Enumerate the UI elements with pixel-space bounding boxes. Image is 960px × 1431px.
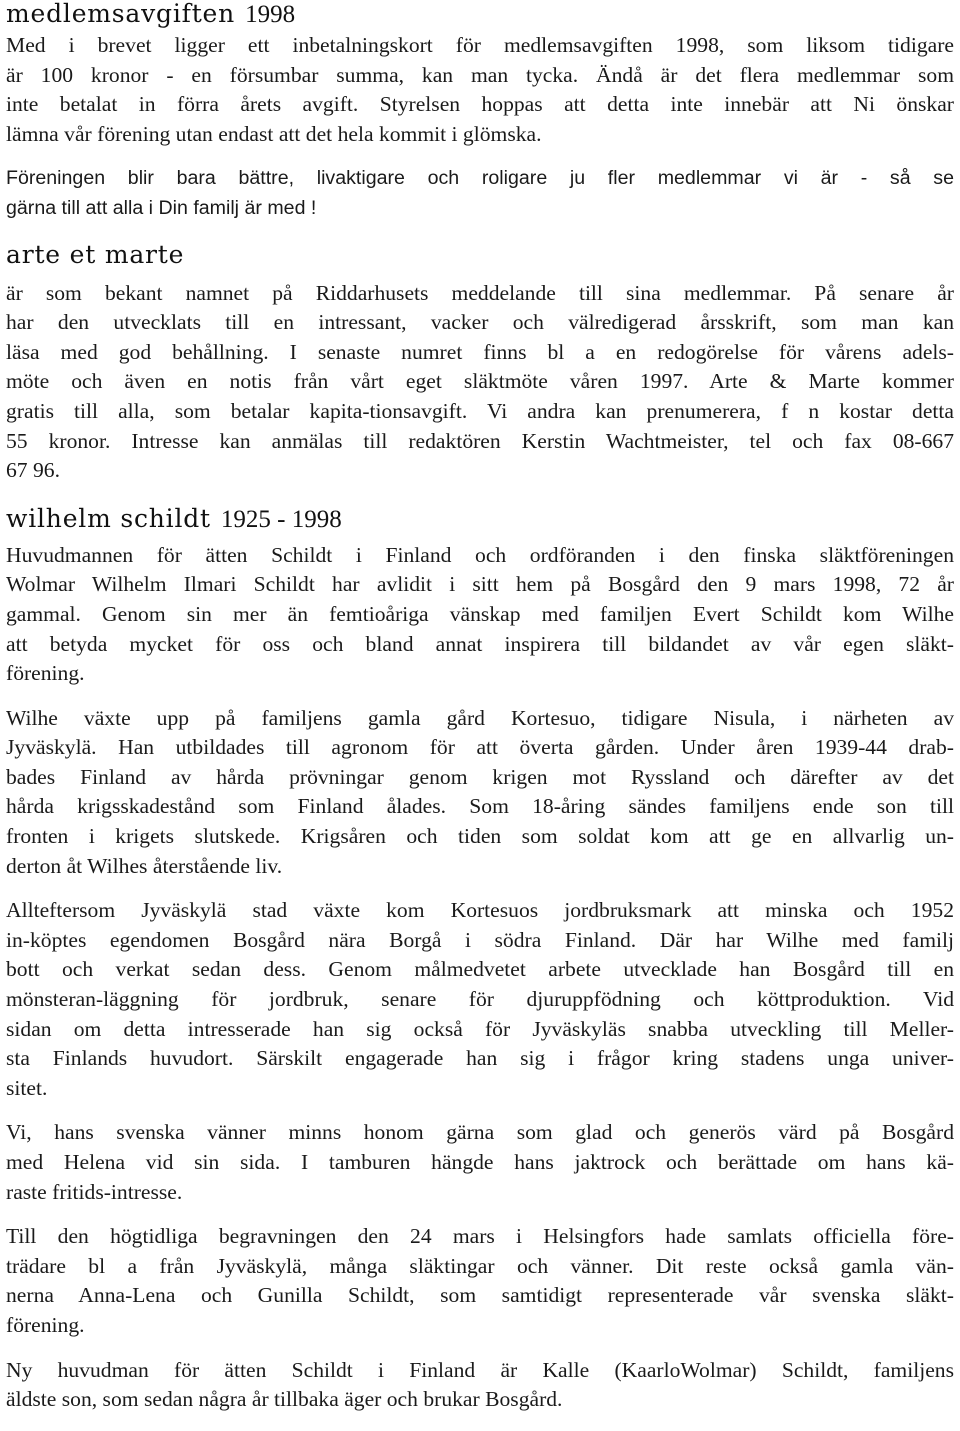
text-line: läsa med god behållning. I senaste numret finns bl a en redogörelse för vårens adels- [6, 339, 954, 364]
heading-year: 1925 - 1998 [220, 505, 342, 533]
text-line: 67 96. [6, 458, 60, 483]
paragraph [6, 704, 954, 882]
text-line: Ny huvudman för ätten Schildt i Finland är Kalle (KaarloWolmar) Schildt, familjens [6, 1357, 954, 1382]
text-line: förening. [6, 661, 85, 686]
paragraph [6, 164, 954, 223]
section-heading-medlemsavgiften [6, 0, 954, 29]
paragraph [6, 1118, 954, 1207]
paragraph [6, 1222, 954, 1340]
text-line: gammal. Genom sin mer än femtioåriga vänskap med familjen Evert Schildt kom Wilhe [6, 601, 954, 626]
section-heading-arte-et-marte [6, 241, 954, 269]
text-line: 55 kronor. Intresse kan anmälas till redaktören Kerstin Wachtmeister, tel och fax 08-667 [6, 428, 954, 453]
text-line: gratis till alla, som betalar kapita-tionsavgift. Vi andra kan prenumerera, f n kostar detta [6, 398, 954, 423]
paragraph [6, 1356, 954, 1415]
text-line: lämna vår förening utan endast att det hela kommit i glömska. [6, 121, 542, 146]
text-line: är som bekant namnet på Riddarhusets meddelande till sina medlemmar. På senare år [6, 280, 954, 305]
text-line: inte betalat in förra årets avgift. Styrelsen hoppas att detta inte innebär att Ni önskar [6, 92, 954, 117]
text-line: mönsteran-läggning för jordbruk, senare för djuruppfödning och köttproduktion. Vid [6, 987, 954, 1012]
text-line: bades Finland av hårda prövningar genom krigen mot Ryssland och därefter av det [6, 764, 954, 789]
text-line: Wilhe växte upp på familjens gamla gård Kortesuo, tidigare Nisula, i närheten av [6, 705, 954, 730]
text-line: Wolmar Wilhelm Ilmari Schildt har avlidit i sitt hem på Bosgård den 9 mars 1998, 72 år [6, 572, 954, 597]
text-line: Föreningen blir bara bättre, livaktigare och roligare ju fler medlemmar vi är - så se [6, 167, 954, 190]
text-line: sitet. [6, 1075, 48, 1100]
heading-title: medlemsavgiften [6, 0, 236, 28]
paragraph [6, 31, 954, 149]
text-line: fronten i krigets slutskede. Krigsåren och tiden som soldat kom att ge en allvarlig un- [6, 824, 954, 849]
text-line: med Helena vid sin sida. I tamburen hängde hans jaktrock och berättade om hans kä- [6, 1150, 954, 1174]
text-line: äldste son, som sedan några år tillbaka äger och brukar Bosgård. [6, 1387, 563, 1412]
paragraph [6, 279, 954, 486]
heading-title: arte et marte [6, 239, 185, 269]
text-line: gärna till att alla i Din familj är med ! [6, 196, 317, 219]
text-line: sta Finlands huvudort. Särskilt engagerade han sig i frågor kring stadens unga univer- [6, 1046, 954, 1071]
text-line: möte och även en notis från vårt eget släktmöte våren 1997. Arte & Marte kommer [6, 369, 954, 394]
text-line: nerna Anna-Lena och Gunilla Schildt, som samtidigt representerade vår svenska släkt- [6, 1283, 954, 1308]
text-line: Till den högtidliga begravningen den 24 mars i Helsingfors hade samlats officiella före- [6, 1224, 954, 1249]
text-line: Jyväskylä. Han utbildades till agronom för att överta gården. Under åren 1939-44 drab- [6, 735, 954, 760]
paragraph [6, 541, 954, 689]
heading-year: 1998 [245, 1, 296, 28]
text-line: Vi, hans svenska vänner minns honom gärna som glad och generös värd på Bosgård [6, 1120, 954, 1145]
text-line: sidan om detta intresserade han sig också för Jyväskyläs snabba utveckling till Meller- [6, 1016, 954, 1041]
text-line: är 100 kronor - en försumbar summa, kan man tycka. Ändå är det flera medlemmar som [6, 62, 954, 87]
text-line: Med i brevet ligger ett inbetalningskort för medlemsavgiften 1998, som liksom tidigare [6, 33, 954, 57]
section-heading-wilhelm-schildt [6, 505, 954, 534]
paragraph [6, 896, 954, 1103]
text-line: bott och verkat sedan dess. Genom målmedvetet arbete utvecklade han Bosgård till en [6, 957, 954, 982]
text-line: Huvudmannen för ätten Schildt i Finland och ordföranden i den finska släktföreningen [6, 542, 954, 567]
text-line: derton åt Wilhes återstående liv. [6, 853, 283, 878]
text-line: att betyda mycket för oss och bland annat inspirera till bildandet av vår egen släkt- [6, 631, 954, 656]
heading-title: wilhelm schildt [6, 503, 211, 533]
text-line: har den utvecklats till en intressant, vacker och välredigerad årsskrift, som man kan [6, 310, 954, 335]
text-line: in-köptes egendomen Bosgård nära Borgå i södra Finland. Där har Wilhe med familj [6, 927, 954, 952]
text-line: trädare bl a från Jyväskylä, många släktingar och vänner. Dit reste också gamla vän- [6, 1253, 954, 1278]
text-line: raste fritids-intresse. [6, 1179, 183, 1204]
text-line: Allteftersom Jyväskylä stad växte kom Kortesuos jordbruksmark att minska och 1952 [6, 898, 954, 923]
text-line: förening. [6, 1312, 85, 1337]
text-line: hårda krigsskadestånd som Finland ålades. Som 18-åring sändes familjens ende son till [6, 794, 954, 819]
